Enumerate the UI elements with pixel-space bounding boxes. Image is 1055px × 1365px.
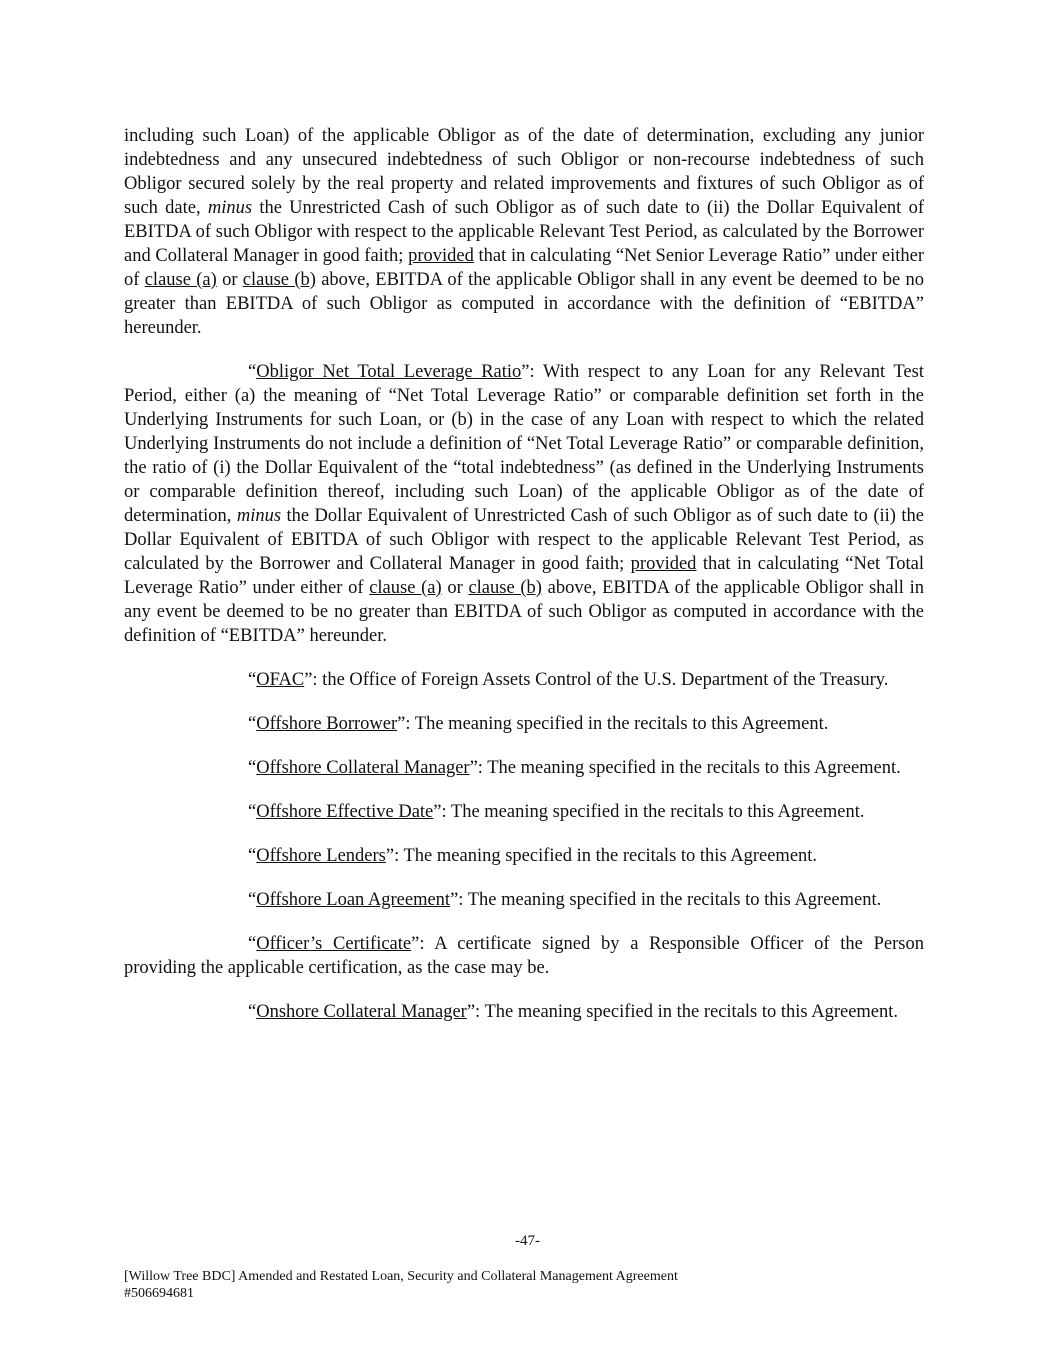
definition-offshore-lenders: “Offshore Lenders”: The meaning specified in the recitals to this Agreement. — [248, 846, 818, 866]
definition-obligor-net-total-leverage-ratio: “Obligor Net Total Leverage Ratio”: With respect to any Loan for any Relevant Test Period, either (a) the meaning of “Net Total Leverage Ratio” or comparable definition set forth in the Underlying Instruments for such Loan, or (b) in the case of any Loan with respect to which the related Underlying Instruments do not include a definition of “Net Total Leverage Ratio” or comparable definition, the ratio of (i) the Dollar Equivalent of the “total indebtedness” (as defined in the Underlying Instruments or comparable definition thereof, including such Loan) of the applicable Obligor as of the date of determination, minus the Dollar Equivalent of Unrestricted Cash of such Obligor as of such date to (ii) the Dollar Equivalent of EBITDA of such Obligor with respect to the applicable Relevant Test Period, as calculated by the Borrower and Collateral Manager in good faith; provided that in calculating “Net Total Leverage Ratio” under either of clause (a) or clause (b) above, EBITDA of the applicable Obligor shall in any event be deemed to be no greater than EBITDA of such Obligor as computed in accordance with the definition of “EBITDA” hereunder. — [124, 362, 925, 646]
definition-offshore-borrower: “Offshore Borrower”: The meaning specified in the recitals to this Agreement. — [248, 714, 829, 734]
defined-term: Obligor Net Total Leverage Ratio — [256, 362, 522, 382]
footer-title: [Willow Tree BDC] Amended and Restated Loan, Security and Collateral Management Agreement — [124, 1269, 678, 1284]
definition-ofac: “OFAC”: the Office of Foreign Assets Control of the U.S. Department of the Treasury. — [248, 670, 889, 690]
defined-term: Offshore Collateral Manager — [256, 758, 470, 778]
defined-term: Onshore Collateral Manager — [256, 1002, 467, 1022]
defined-term: Offshore Loan Agreement — [256, 890, 451, 910]
defined-term: Offshore Borrower — [256, 714, 398, 734]
definition-offshore-loan-agreement: “Offshore Loan Agreement”: The meaning specified in the recitals to this Agreement. — [248, 890, 882, 910]
defined-term: Officer’s Certificate — [256, 934, 412, 954]
paragraph-net-senior-leverage-continued: including such Loan) of the applicable Obligor as of the date of determination, excluding any junior indebtedness and any unsecured indebtedness of such Obligor or non-recourse indebtedness of such Obligor secured solely by the real property and related improvements and fixtures of such Obligor as of such date, minus the Unrestricted Cash of such Obligor as of such date to (ii) the Dollar Equivalent of EBITDA of such Obligor with respect to the applicable Relevant Test Period, as calculated by the Borrower and Collateral Manager in good faith; provided that in calculating “Net Senior Leverage Ratio” under either of clause (a) or clause (b) above, EBITDA of the applicable Obligor shall in any event be deemed to be no greater than EBITDA of such Obligor as computed in accordance with the definition of “EBITDA” hereunder. — [124, 126, 924, 338]
document-body — [124, 124, 924, 1044]
defined-term: Offshore Effective Date — [256, 802, 434, 822]
definition-offshore-collateral-manager: “Offshore Collateral Manager”: The meaning specified in the recitals to this Agreement. — [248, 758, 901, 778]
document-footer — [124, 1268, 924, 1302]
definition-onshore-collateral-manager: “Onshore Collateral Manager”: The meaning specified in the recitals to this Agreement. — [248, 1002, 899, 1022]
defined-term: Offshore Lenders — [256, 846, 386, 866]
definition-offshore-effective-date: “Offshore Effective Date”: The meaning specified in the recitals to this Agreement. — [248, 802, 865, 822]
footer-doc-id: #506694681 — [124, 1286, 194, 1301]
page-number: -47- — [515, 1233, 540, 1249]
defined-term: OFAC — [256, 670, 305, 690]
definition-officers-certificate: “Officer’s Certificate”: A certificate signed by a Responsible Officer of the Person providing the applicable certification, as the case may be. — [124, 934, 924, 978]
